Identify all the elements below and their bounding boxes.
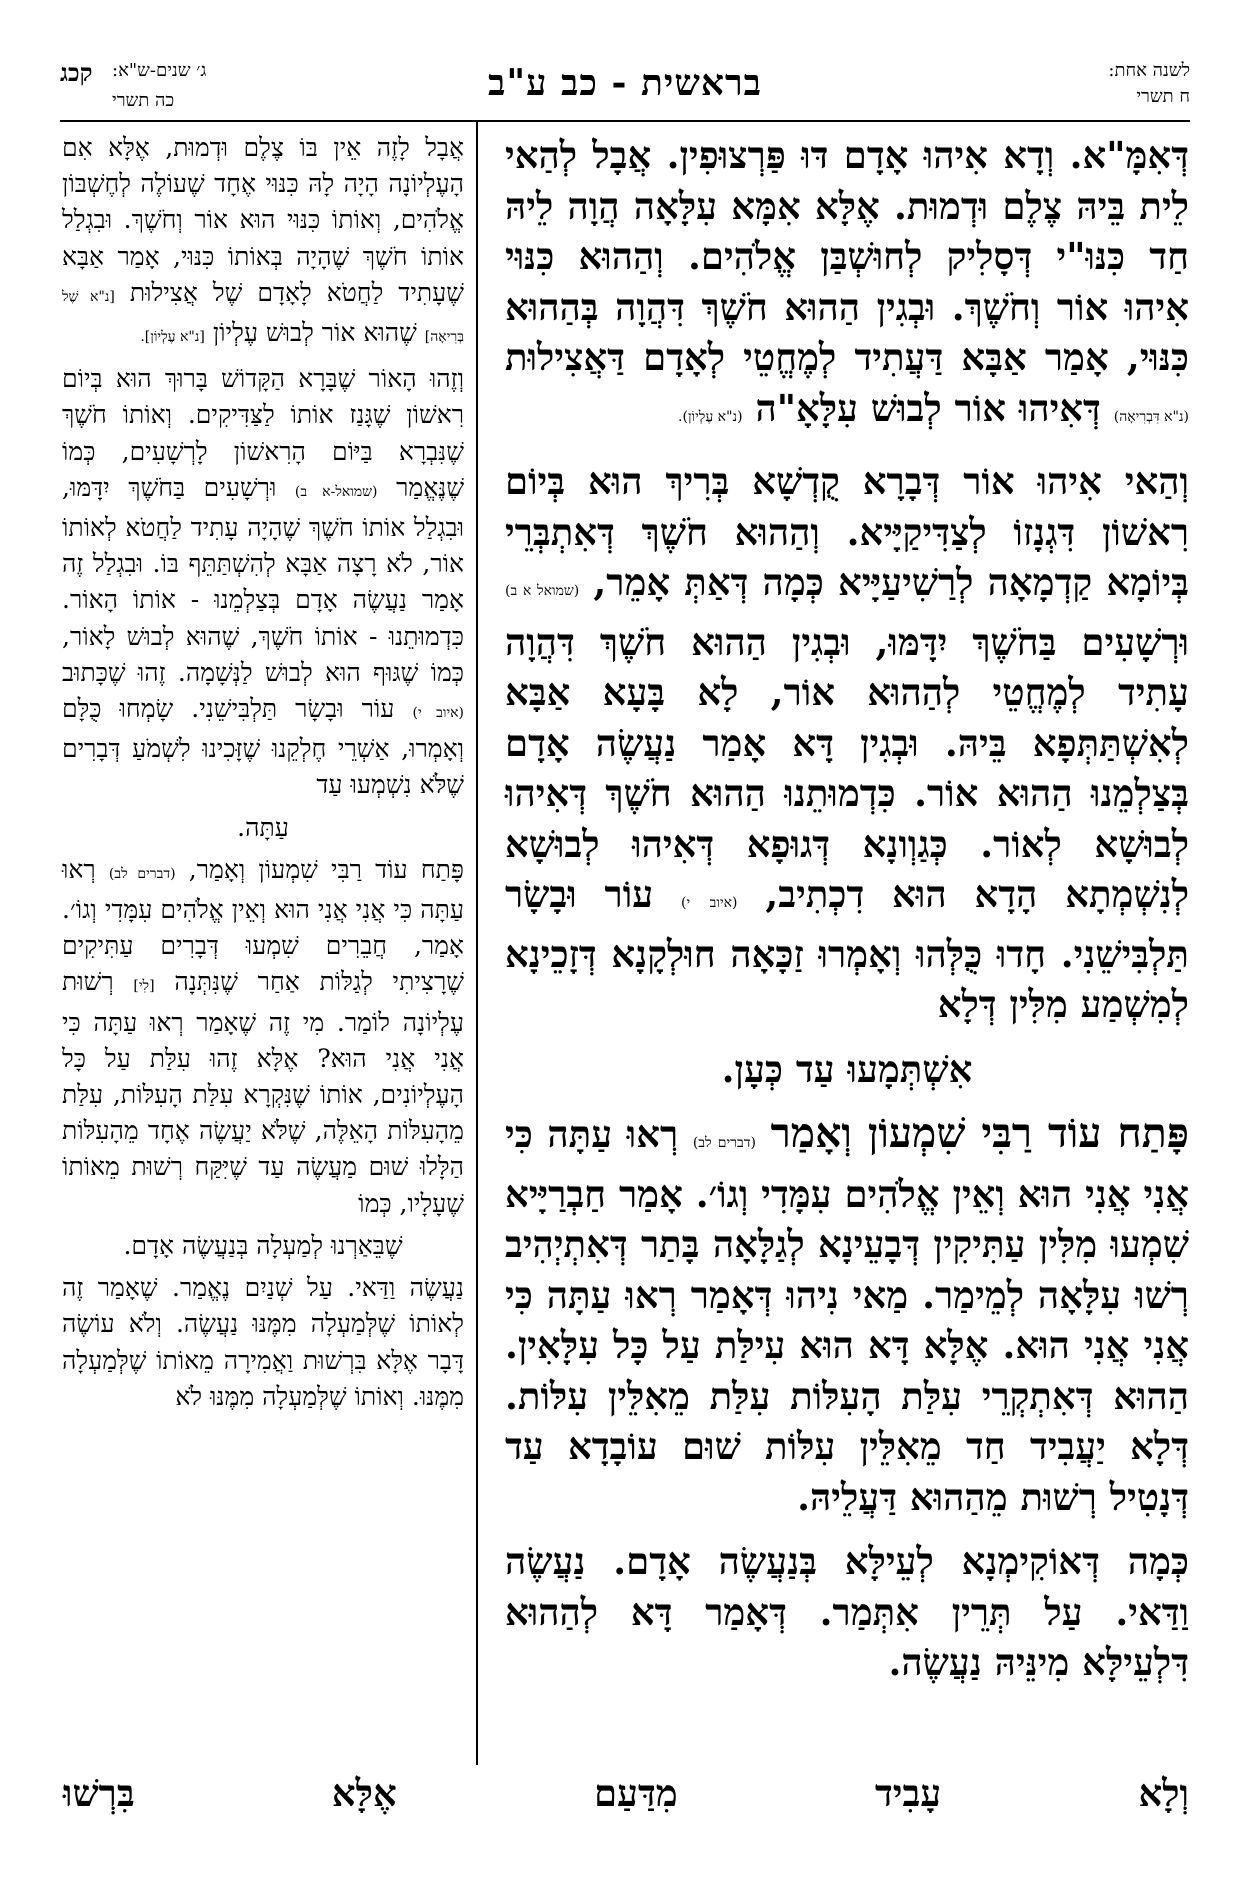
commentary-text: עוֹר וּבָשָׂר תַּלְבִּישֵׁנִי. שָׂמְחוּ כֻּלָּם וְאָמְרוּ, אַשְׁרֵי חֶלְקֵנוּ שֶׁזָּכִינוּ לִשְׁמֹעַ דְּבָרִים שֶׁלֹּא נִשְׁמְעוּ עַד [62, 694, 464, 800]
main-paragraph [505, 130, 1189, 442]
main-text: דְּאִיהוּ אוֹר לְבוּשׁ עִלָּאָ"ה [755, 385, 1101, 430]
verse-reference: (שמואל א ב) [505, 583, 580, 599]
variant-reading-note: [לִי] [133, 978, 155, 995]
commentary-paragraph [62, 1270, 464, 1415]
main-paragraph-closing: אִשְׁתְּמָעוּ עַד כְּעָן. [721, 1046, 973, 1091]
header-right-line1: לשנה אחת: [1108, 60, 1190, 81]
main-paragraph [505, 1108, 1189, 1522]
main-text: וּרְשָׁעִים בַּחֹשֶׁךְ יִדָּמּוּ, וּבְגִין הַהוּא חֹשֶׁךְ דִּהֲוָה עָתִיד לְמֶחֱטֵי לְהַהוּא אוֹר, לָא בָּעָא אַבָּא לְאִשְׁתַּתְּפָא בֵּיהּ. וּבְגִין דָּא אָמַר נַעֲשֶׂה אָדָם בְּצַלְמֵנוּ הַהוּא אוֹר. כִּדְמוּתֵנוּ הַהוּא חֹשֶׁךְ דְּאִיהוּ לְבוּשָׁא לְאוֹר. כְּגַוְונָא דְּגוּפָא דְּאִיהוּ לְבוּשָׁא לְנִשְׁמְתָא הָדָא הוּא דִכְתִיב, [505, 619, 1190, 916]
commentary-text: אֲבָל לָזֶה אֵין בּוֹ צֶלֶם וּדְמוּת, אֶלָּא אִם הָעֶלְיוֹנָה הָיָה לָהּ כִּנּוּי אֶחָד שֶׁעוֹלֶה לְחֶשְׁבּוֹן אֱלֹהִים, וְאוֹתוֹ כִּנּוּי הוּא אוֹר וְחֹשֶׁךְ. וּבִגְלַל אוֹתוֹ חֹשֶׁךְ שֶׁהָיָה בְּאוֹתוֹ כִּנּוּי, אָמַר אַבָּא שֶׁעָתִיד לַחֲטֹא לָאָדָם שֶׁל אֲצִילוּת [62, 133, 464, 307]
verse-reference: (דברים לב) [108, 865, 176, 882]
header-right-line2: ח תשרי [1136, 86, 1190, 107]
variant-reading-note: (נ"א עֶלְיוֹן). [678, 408, 743, 425]
commentary-column [62, 130, 464, 1421]
variant-reading-note: [נ"א עֶלְיוֹן]. [140, 329, 205, 346]
commentary-text: וּרְשָׁעִים בַּחֹשֶׁךְ יִדָּמּוּ, וּבִגְלַל אוֹתוֹ חֹשֶׁךְ שֶׁהָיָה עָתִיד לַחֲטֹא לְאוֹתוֹ אוֹר, לֹא רָצָה אַבָּא לְהִשְׁתַּתֵּף בּוֹ. וּבִגְלַל זֶה אָמַר נַעֲשֶׂה אָדָם בְּצַלְמֵנוּ - אוֹתוֹ הָאוֹר. כִּדְמוּתֵנוּ - אוֹתוֹ חֹשֶׁךְ, שֶׁהוּא לְבוּשׁ לָאוֹר, כְּמוֹ שֶׁגּוּף הוּא לְבוּשׁ לַנְּשָׁמָה. זֶהוּ שֶׁכָּתוּב [62, 472, 464, 687]
header-left-line1: ג׳ שנים-ש"א: [112, 60, 207, 81]
commentary-text: וְזֶהוּ הָאוֹר שֶׁבָּרָא הַקָּדוֹשׁ בָּרוּךְ הוּא בְּיוֹם רִאשׁוֹן שֶׁגָּנַז אוֹתוֹ לַצַּדִּיקִים. וְאוֹתוֹ חֹשֶׁךְ שֶׁנִּבְרָא בַּיּוֹם הָרִאשׁוֹן לָרְשָׁעִים, כְּמוֹ שֶׁנֶּאֱמַר [62, 364, 465, 502]
variant-reading-note: [נ"א שֶׁל בְּרִיאָה] [62, 288, 464, 346]
variant-reading-note: (נ"א דִּבְרִיאָה) [1113, 408, 1189, 425]
main-paragraph [505, 1536, 1189, 1688]
verse-reference: (איוב י) [412, 705, 465, 722]
column-divider [476, 120, 478, 1765]
page-number: קכג [60, 58, 93, 87]
page-header [60, 58, 1190, 122]
commentary-text: פָּתַח עוֹד רַבִּי שִׁמְעוֹן וְאָמַר, [188, 854, 465, 884]
commentary-text: רְשׁוּת עֶלְיוֹנָה לוֹמַר. מִי זֶה שֶׁאָמַר רְאוּ עַתָּה כִּי אֲנִי אֲנִי הוּא? אֶלָּא זֶהוּ עִלַּת עַל כָּל הָעֶלְיוֹנִים, אוֹתוֹ שֶׁנִּקְרָא עִלַּת הָעִלּוֹת, עִלַּת מֵהָעִלּוֹת הָאֵלֶּה, שֶׁלֹּא יַעֲשֶׂה אֶחָד מֵהָעִלּוֹת הַלָּלוּ שׁוּם מַעֲשֶׂה עַד שֶׁיִּקַּח רְשׁוּת מֵאוֹתוֹ שֶׁעָלָיו, כְּמוֹ [62, 967, 464, 1218]
main-text: דַּאֲצִילוּת [505, 335, 625, 379]
main-paragraph [505, 456, 1189, 1030]
main-text: כְּמָה דְּאוֹקִימְנָא לְעֵילָּא בְּנַעֲשֶׂה אָדָם. נַעֲשֶׂה וַדַּאי. עַל תְּרֵין אִתְּמַר. דְּאָמַר דָּא לְהַהוּא דִּלְעֵילָּא מִינֵּיהּ נַעֲשֶׂה. [505, 1539, 1189, 1684]
header-left-line2: כה תשרי [112, 90, 175, 111]
commentary-closing: עַתָּה. [237, 812, 289, 842]
commentary-paragraph [62, 852, 464, 1222]
commentary-paragraph [62, 130, 464, 355]
main-text: רְאוּ עַתָּה כִּי אֲנִי אֲנִי הוּא וְאֵין אֱלֹהִים עִמָּדִי וְגוֹ׳. אָמַר חַבְרַיָּיא שִׁמְעוּ מִלִּין עַתִּיקִין דְּבָעֵינָא לְגַלָּאָה בָּתַר דְּאִתְיְהִיב רְשׁוּ עִלָּאָה לְמֵימַר. מַאי נִיהוּ דְּאָמַר רְאוּ עַתָּה כִּי אֲנִי אֲנִי הוּא. אֶלָּא דָּא הוּא עִילַּת עַל כָּל עִלָּאִין. הַהוּא דְּאִתְקְרֵי עִלַּת הָעִלּוֹת עִלַּת מֵאִלֵּין עִלּוֹת. דְּלָא יַעֲבִיד חַד מֵאִלֵּין עִלּוֹת שׁוּם עוֹבָדָא עַד דְּנָטִיל רְשׁוּת מֵהַהוּא דַּעֲלֵיהּ. [505, 1112, 1189, 1519]
bottom-catchword-line: וְלָא עָבִיד מִדַּעַם אֶלָּא בִּרְשׁוּ [63, 1771, 1189, 1815]
commentary-text: שֶׁהוּא אוֹר לְבוּשׁ עֶלְיוֹן [212, 318, 417, 348]
page-title: בראשית - כב ע"ב [488, 62, 762, 104]
commentary-closing: שֶׁבֵּאַרְנוּ לְמַעְלָה בְּנַעֲשֶׂה אָדָם. [123, 1230, 403, 1260]
main-text: פָּתַח עוֹד רַבִּי שִׁמְעוֹן וְאָמַר [770, 1109, 1190, 1157]
commentary-paragraph [62, 361, 464, 803]
verse-reference: (איוב י) [681, 895, 738, 911]
main-text: דְּאִמָּ"א. וְדָא אִיהוּ אָדָם דּוּ פַּרְצוּפִין. אֲבָל לְהַאי לֵית בֵּיהּ צֶלֶם וּדְמוּת. אֶלָּא אִמָּא עִלָּאָה הֲוָה לֵיהּ חַד כִּנּוּ"י דְּסָלִיק לְחוּשְׁבַּן אֱלֹהִים. וְהַהוּא כִּנּוּי אִיהוּ אוֹר וְחֹשֶׁךְ. וּבְגִין הַהוּא חֹשֶׁךְ דִּהֲוָה בְּהַהוּא כִּנּוּי, אָמַר אַבָּא דַּעֲתִיד לְמֶחֱטֵי לְאָדָם [505, 133, 1189, 379]
verse-reference: (דברים לב) [692, 1135, 756, 1151]
main-text: עוֹר וּבָשָׂר תַּלְבִּישֵׁנִי. חָדוּ כֻּלְּהוּ וְאָמְרוּ זַכָּאָה חוּלְקָנָא דְּזָכֵינָא לְמִשְׁמַע מִלִּין דְּלָא [505, 872, 1189, 1026]
commentary-text: רְאוּ עַתָּה כִּי אֲנִי אֲנִי הוּא וְאֵין אֱלֹהִים עִמָּדִי וְגוֹ׳. אָמַר, חֲבֵרִים שִׁמְעוּ דְּבָרִים עַתִּיקִים שֶׁרָצִיתִי לְגַלּוֹת אַחַר שֶׁנִּתְּנָה [62, 854, 464, 997]
verse-reference: (שמואל-א ב) [294, 483, 378, 500]
main-text-column [505, 130, 1189, 1702]
main-text: וְהַאי אִיהוּ אוֹר דְּבָרָא קֻדְשָׁא בְּרִיךְ הוּא בְּיוֹם רִאשׁוֹן דִּגְנָזוֹ לְצַדִּיקַיָּיא. וְהַהוּא חֹשֶׁךְ דְּאִתְבְּרֵי בְּיוֹמָא קַדְמָאָה לְרַשִׁיעַיָּיא כְּמָה דְּאַתְּ אָמֵר, [505, 459, 1190, 604]
commentary-text: נַעֲשֶׂה וַדַּאי. עַל שְׁנַיִם נֶאֱמַר. שֶׁאָמַר זֶה לְאוֹתוֹ שֶׁלְּמַעְלָה מִמֶּנּוּ נַעֲשֶׂה. וְלֹא עוֹשֶׂה דָּבָר אֶלָּא בִּרְשׁוּת וַאֲמִירָה מֵאוֹתוֹ שֶׁלְּמַעְלָה מִמֶּנּוּ. וְאוֹתוֹ שֶׁלְּמַעְלָה מִמֶּנּוּ לֹא [62, 1273, 464, 1411]
